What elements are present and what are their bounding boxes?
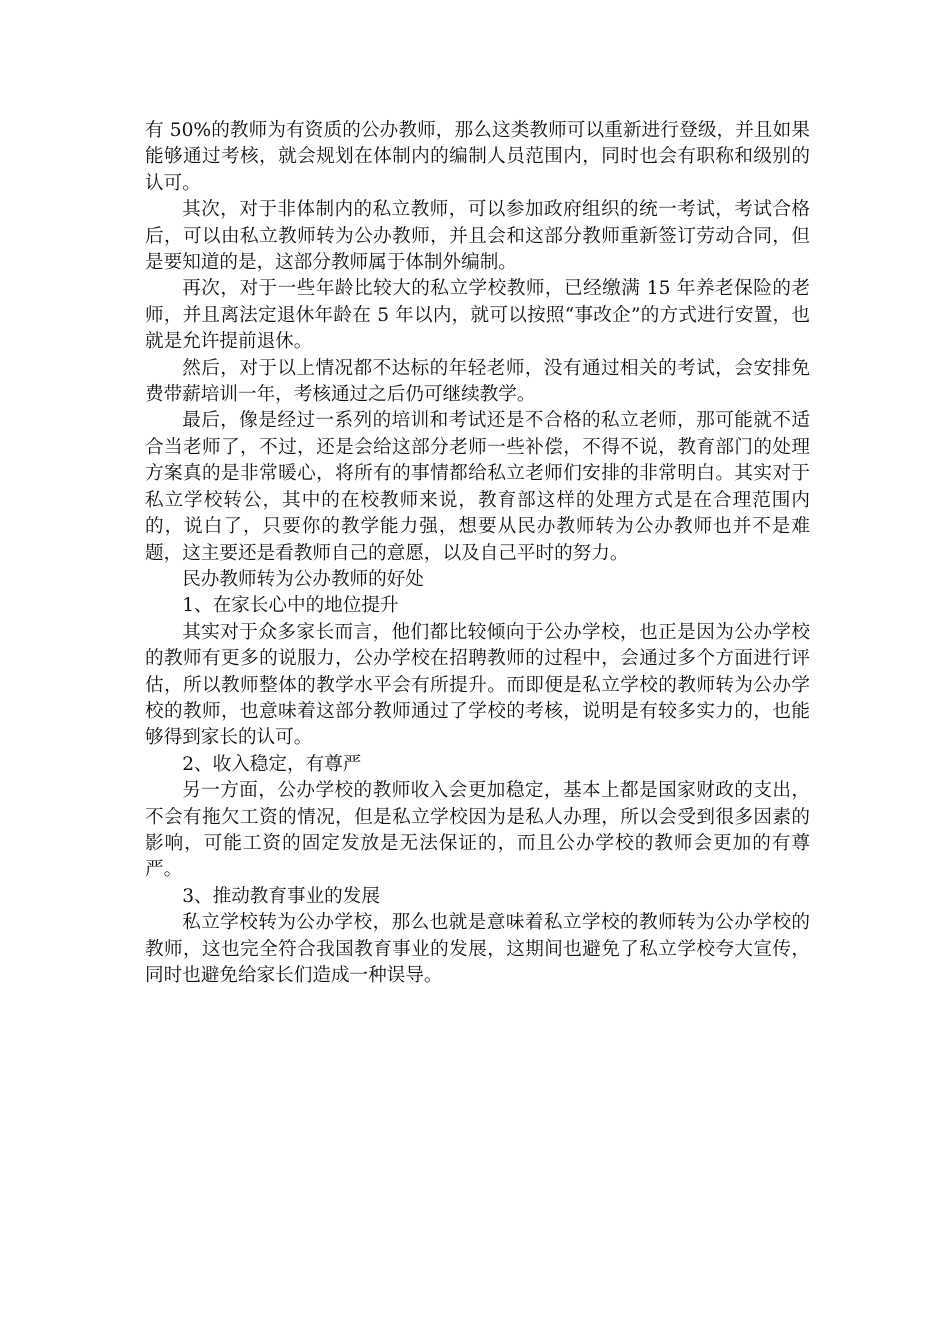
paragraph-finally: 最后，像是经过一系列的培训和考试还是不合格的私立老师，那可能就不适合当老师了，不过，还是会给这部分老师一些补偿，不得不说，教育部门的处理方案真的是非常暖心，将所有的事情都给私立老师们安排的非常明白。其实对于私立学校转公，其中的在校教师来说，教育部这样的处理方式是在合理范围内的，说白了，只要你的教学能力强，想要从民办教师转为公办教师也并不是难题，这主要还是看教师自己的意愿，以及自己平时的努力。 [145, 410, 810, 564]
paragraph-thirdly: 再次，对于一些年龄比较大的私立学校教师，已经缴满 15 年养老保险的老师，并且离法定退休年龄在 5 年以内，就可以按照“事改企”的方式进行安置，也就是允许提前退休。 [145, 278, 810, 353]
paragraph-teacher-qualification: 有 50%的教师为有资质的公办教师，那么这类教师可以重新进行登级，并且如果能够通过考核，就会规划在体制内的编制人员范围内，同时也会有职称和级别的认可。 [145, 120, 810, 194]
subheading-status: 1、在家长心中的地位提升 [182, 595, 399, 617]
paragraph-status: 其实对于众多家长而言，他们都比较倾向于公办学校，也正是因为公办学校的教师有更多的说服力，公办学校在招聘教师的过程中，会通过多个方面进行评估，所以教师整体的教学水平会有所提升。而即便是私立学校的教师转为公办学校的教师，也意味着这部分教师通过了学校的考核，说明是有较多实力的，也能够得到家长的认可。 [145, 621, 810, 749]
paragraph-income: 另一方面，公办学校的教师收入会更加稳定，基本上都是国家财政的支出，不会有拖欠工资的情况，但是私立学校因为是私人办理，所以会受到很多因素的影响，可能工资的固定发放是无法保证的，而且公办学校的教师会更加的有尊严。 [145, 780, 810, 881]
paragraph-development: 私立学校转为公办学校，那么也就是意味着私立学校的教师转为公办学校的教师，这也完全符合我国教育事业的发展，这期间也避免了私立学校夸大宣传，同时也避免给家长们造成一种误导。 [145, 912, 810, 986]
subheading-income: 2、收入稳定，有尊严 [182, 753, 362, 775]
section-heading-benefits: 民办教师转为公办教师的好处 [182, 568, 424, 590]
document-body [145, 118, 810, 989]
paragraph-secondly: 其次，对于非体制内的私立教师，可以参加政府组织的统一考试，考试合格后，可以由私立教师转为公办教师，并且会和这部分教师重新签订劳动合同，但是要知道的是，这部分教师属于体制外编制。 [145, 199, 810, 274]
paragraph-then: 然后，对于以上情况都不达标的年轻老师，没有通过相关的考试，会安排免费带薪培训一年，考核通过之后仍可继续教学。 [145, 357, 810, 406]
subheading-development: 3、推动教育事业的发展 [182, 885, 380, 907]
